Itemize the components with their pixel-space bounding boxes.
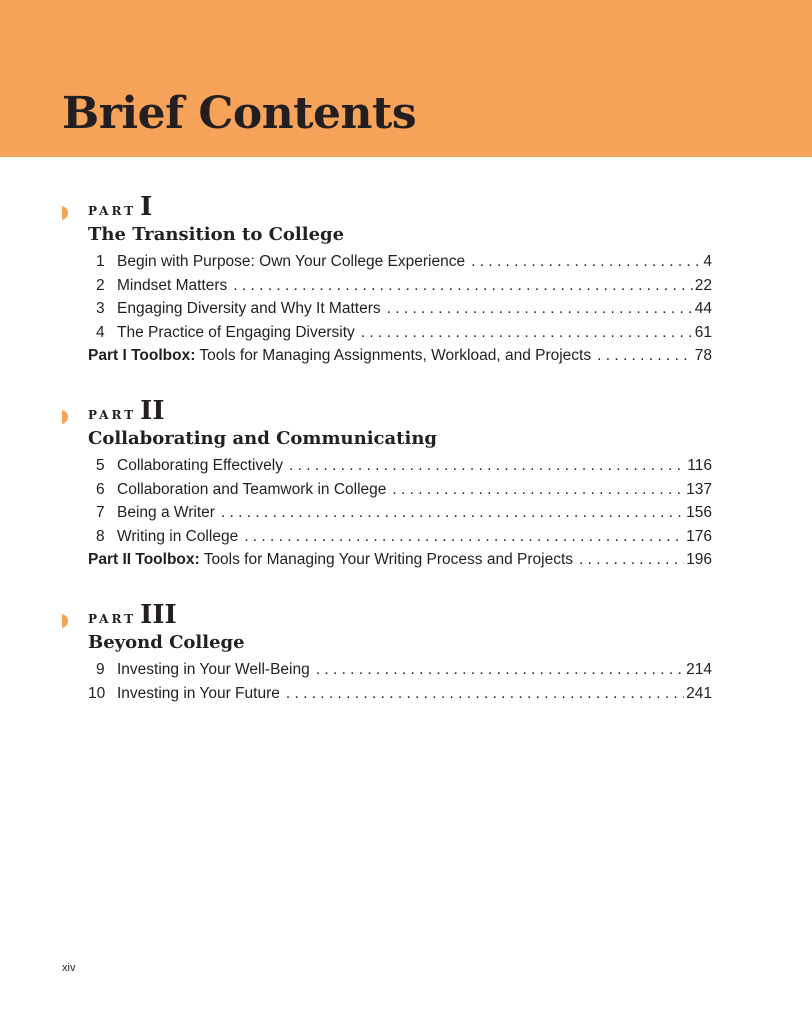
chapter-title: Investing in Your Well-Being <box>117 661 310 678</box>
page-title: Brief Contents <box>62 88 417 139</box>
toolbox-title <box>88 344 591 368</box>
page-number: 78 <box>694 347 712 364</box>
toc-entry-chapter-4[interactable] <box>88 321 712 345</box>
chapter-number: 8 <box>96 527 105 545</box>
leader-dots <box>387 297 693 321</box>
chapter-title: Engaging Diversity and Why It Matters <box>117 300 381 317</box>
leader-dots <box>289 454 685 478</box>
leader-dots <box>244 525 684 549</box>
part-title: Beyond College <box>88 632 245 653</box>
leader-dots <box>286 682 684 706</box>
toc-entry-toolbox-1[interactable] <box>88 344 712 368</box>
chapter-title: Writing in College <box>117 527 239 545</box>
leader-dots <box>233 274 692 298</box>
header-banner <box>0 0 812 157</box>
chapter-title: Collaboration and Teamwork in College <box>117 480 387 498</box>
toolbox-text: Tools for Managing Assignments, Workload, and Projects <box>199 347 592 364</box>
page-folio: xiv <box>62 962 76 974</box>
part-word: PART <box>88 612 137 626</box>
part-word: PART <box>88 204 137 218</box>
part-numeral: II <box>140 396 165 426</box>
toc-entry-chapter-2[interactable] <box>88 274 712 298</box>
toc-entry-chapter-1[interactable] <box>88 250 712 274</box>
toc-entry-chapter-7[interactable] <box>88 501 712 525</box>
chapter-title: Mindset Matters <box>117 276 228 294</box>
chapter-title: Collaborating Effectively <box>117 457 283 474</box>
toc-entry-chapter-10[interactable] <box>88 682 712 706</box>
leader-dots <box>597 344 693 368</box>
toolbox-text: Tools for Managing Your Writing Process and Projects <box>203 551 574 568</box>
part-marker-icon <box>62 614 70 628</box>
toc-entry-chapter-8[interactable] <box>88 525 712 549</box>
page-number: 156 <box>686 504 712 521</box>
toolbox-title <box>88 548 573 572</box>
chapter-number: 7 <box>96 504 105 521</box>
chapter-list <box>88 658 712 705</box>
part-marker-icon <box>62 206 70 220</box>
part-word: PART <box>88 408 137 422</box>
leader-dots <box>361 321 693 345</box>
toolbox-label: Part I Toolbox: <box>88 347 196 364</box>
page-number: 44 <box>694 300 712 317</box>
toc-entry-toolbox-2[interactable] <box>88 548 712 572</box>
chapter-number: 6 <box>96 480 105 498</box>
chapter-list <box>88 454 712 572</box>
leader-dots <box>316 658 684 682</box>
part-heading <box>88 192 152 220</box>
leader-dots <box>221 501 684 525</box>
page-number: 176 <box>686 527 712 545</box>
leader-dots <box>579 548 684 572</box>
toc-entry-chapter-5[interactable] <box>88 454 712 478</box>
toc-entry-chapter-9[interactable] <box>88 658 712 682</box>
chapter-title: Being a Writer <box>117 504 215 521</box>
page-number: 4 <box>703 253 712 270</box>
chapter-number: 10 <box>88 684 106 702</box>
page-number: 116 <box>687 457 712 474</box>
leader-dots <box>471 250 701 274</box>
chapter-list <box>88 250 712 368</box>
chapter-title: Begin with Purpose: Own Your College Experience <box>117 253 466 270</box>
part-title: The Transition to College <box>88 224 345 245</box>
chapter-number: 2 <box>96 276 105 294</box>
page-number: 241 <box>686 684 712 702</box>
chapter-number: 4 <box>96 323 105 341</box>
page-number: 214 <box>686 661 712 678</box>
part-marker-icon <box>62 410 70 424</box>
page-number: 61 <box>694 323 712 341</box>
leader-dots <box>392 478 684 502</box>
part-numeral: III <box>140 600 177 630</box>
chapter-number: 9 <box>96 661 105 678</box>
chapter-number: 5 <box>96 457 105 474</box>
chapter-number: 3 <box>96 300 105 317</box>
part-numeral: I <box>140 192 153 222</box>
chapter-title: Investing in Your Future <box>117 684 280 702</box>
page-number: 196 <box>686 551 712 568</box>
page-number: 137 <box>686 480 712 498</box>
chapter-title: The Practice of Engaging Diversity <box>117 323 355 341</box>
toc-entry-chapter-3[interactable] <box>88 297 712 321</box>
toc-entry-chapter-6[interactable] <box>88 478 712 502</box>
part-heading <box>88 600 177 628</box>
part-title: Collaborating and Communicating <box>88 428 437 449</box>
chapter-number: 1 <box>96 253 105 270</box>
page-number: 22 <box>694 276 712 294</box>
part-heading <box>88 396 164 424</box>
toolbox-label: Part II Toolbox: <box>88 551 200 568</box>
